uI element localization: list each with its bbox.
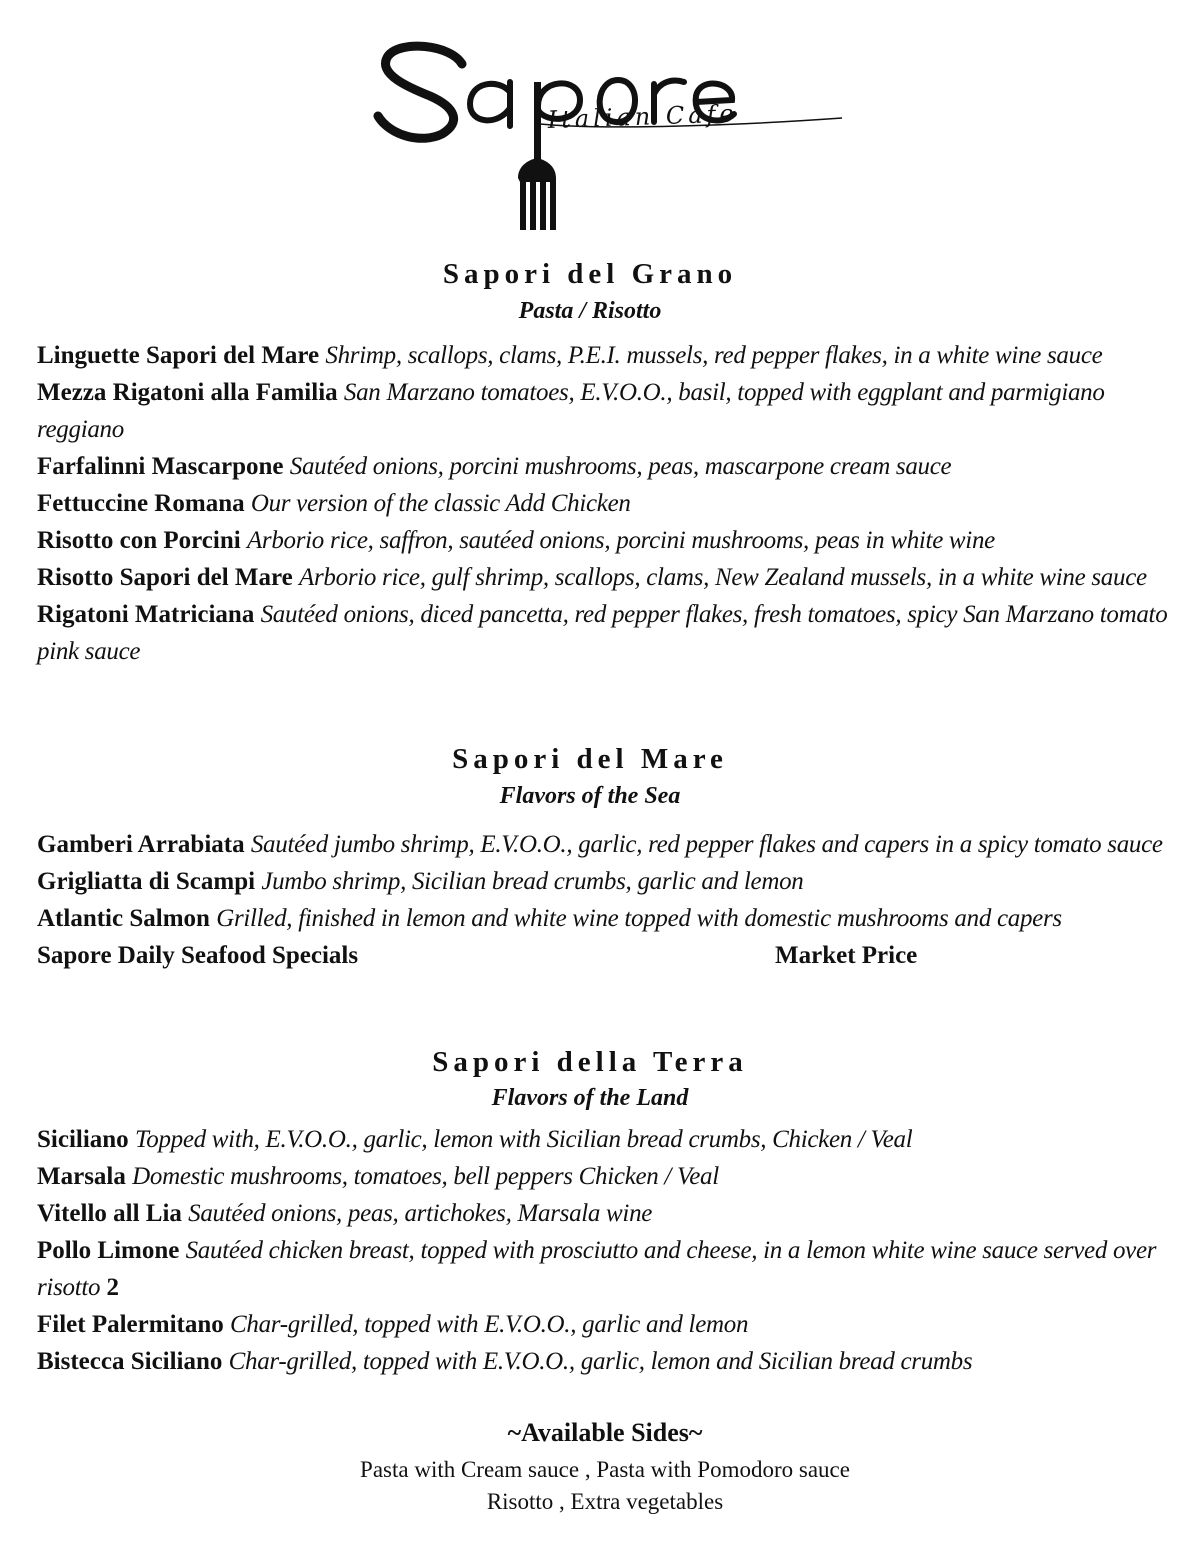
menu-item [37,1232,1177,1306]
menu-item-name: Pollo Limone [37,1237,180,1264]
menu-item [37,485,1177,522]
section-title-mare: Sapori del Mare [452,743,728,775]
menu-item [37,900,1177,937]
menu-item [37,596,1177,670]
menu-item [37,448,1177,485]
menu-item-description: Sautéed onions, diced pancetta, red pepper flakes, fresh tomatoes, spicy San Marzano tomato pink sauce [37,601,1168,665]
section-subtitle-mare: Flavors of the Sea [499,783,681,809]
menu-item-name: Siciliano [37,1126,129,1153]
menu-item-name: Risotto con Porcini [37,527,241,554]
menu-item [37,863,1177,900]
menu-item-description: Sautéed chicken breast, topped with prosciutto and cheese, in a lemon white wine sauce served over risotto [37,1237,1157,1301]
menu-item-name: Farfalinni Mascarpone [37,453,284,480]
section-title-terra: Sapori della Terra [432,1046,748,1078]
menu-item-name: Marsala [37,1163,126,1190]
menu-item [37,1343,1177,1380]
seafood-specials-row [37,937,1177,974]
menu-item-description: Char-grilled, topped with E.V.O.O., garlic, lemon and Sicilian bread crumbs [228,1348,973,1375]
menu-item [37,1306,1177,1343]
fork-head [518,158,556,230]
menu-item-name: Bistecca Siciliano [37,1348,223,1375]
menu-list-terra [37,1121,1177,1380]
fork-stem [534,82,541,170]
sides-line: Pasta with Cream sauce , Pasta with Pomodoro sauce [360,1457,850,1482]
menu-item-description: San Marzano tomatoes, E.V.O.O., basil, topped with eggplant and parmigiano reggiano [37,379,1105,443]
menu-item-description: Shrimp, scallops, clams, P.E.I. mussels, red pepper flakes, in a white wine sauce [325,342,1103,369]
menu-item-description: Arborio rice, gulf shrimp, scallops, clams, New Zealand mussels, in a white wine sauce [299,564,1147,591]
menu-item-name: Filet Palermitano [37,1311,224,1338]
logo-a-letter [470,82,510,126]
sapore-logo [370,30,860,245]
menu-item [37,1158,1177,1195]
section-title-grano: Sapori del Grano [442,258,738,290]
menu-item [37,1195,1177,1232]
section-subtitle-terra: Flavors of the Land [491,1085,689,1111]
menu-list-mare [37,826,1177,974]
menu-item-description: Grilled, finished in lemon and white wine topped with domestic mushrooms and capers [216,905,1062,932]
menu-item-name: Linguette Sapori del Mare [37,342,320,369]
menu-item-extra: 2 [106,1274,119,1301]
menu-item-name: Atlantic Salmon [37,905,210,932]
logo-tagline: Italian Cafe [547,99,739,134]
menu-item-description: Our version of the classic Add Chicken [250,490,631,517]
menu-item-name: Fettuccine Romana [37,490,245,517]
menu-item-description: Domestic mushrooms, tomatoes, bell peppers Chicken / Veal [132,1163,719,1190]
specials-price: Market Price [775,942,918,969]
menu-item [37,826,1177,863]
sides-title: ~Available Sides~ [507,1418,703,1447]
menu-item-description: Arborio rice, saffron, sautéed onions, porcini mushrooms, peas in white wine [246,527,995,554]
menu-item-description: Sautéed onions, porcini mushrooms, peas, mascarpone cream sauce [289,453,952,480]
menu-item [37,337,1177,374]
menu-item-name: Risotto Sapori del Mare [37,564,293,591]
menu-item-name: Mezza Rigatoni alla Familia [37,379,338,406]
menu-item-name: Rigatoni Matriciana [37,601,255,628]
menu-item-name: Gamberi Arrabiata [37,831,245,858]
menu-item-description: Sautéed jumbo shrimp, E.V.O.O., garlic, red pepper flakes and capers in a spicy tomato sauce [250,831,1163,858]
menu-item-description: Sautéed onions, peas, artichokes, Marsala wine [188,1200,653,1227]
section-subtitle-grano: Pasta / Risotto [518,298,662,324]
menu-item [37,559,1177,596]
menu-item [37,1121,1177,1158]
menu-item-description: Topped with, E.V.O.O., garlic, lemon with Sicilian bread crumbs, Chicken / Veal [134,1126,913,1153]
logo-s-letter [378,46,462,138]
menu-item-description: Char-grilled, topped with E.V.O.O., garlic and lemon [230,1311,749,1338]
specials-name: Sapore Daily Seafood Specials [37,942,359,969]
menu-item [37,374,1177,448]
menu-list-grano [37,337,1177,670]
menu-item-description: Jumbo shrimp, Sicilian bread crumbs, garlic and lemon [261,868,804,895]
menu-item-name: Grigliatta di Scampi [37,868,256,895]
sides-line: Risotto , Extra vegetables [486,1489,724,1514]
menu-item [37,522,1177,559]
menu-item-name: Vitello all Lia [37,1200,182,1227]
